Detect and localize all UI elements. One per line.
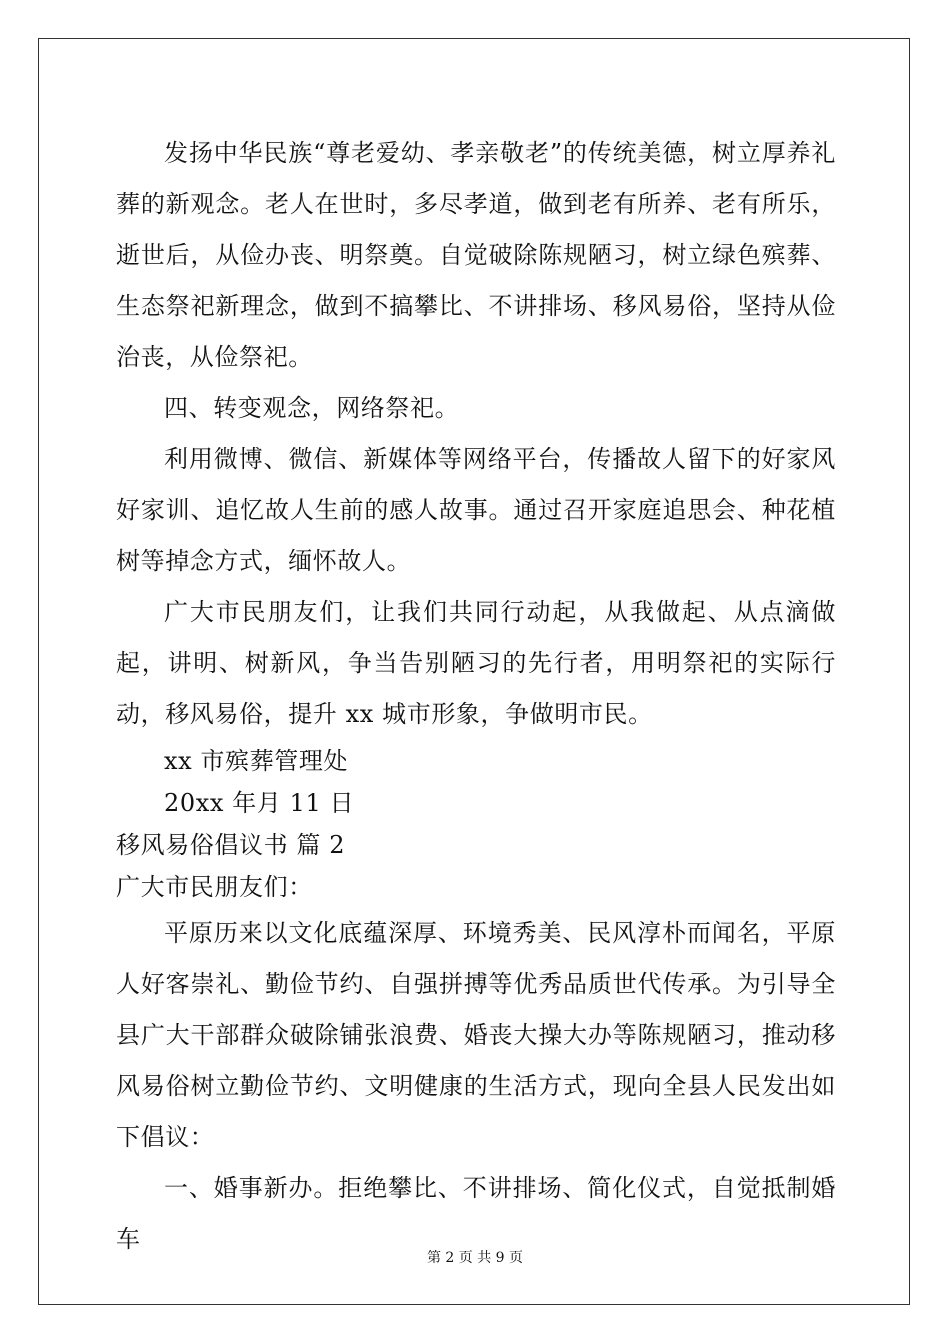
page-number: 第 2 页 共 9 页 — [426, 1250, 524, 1266]
paragraph-pingyuan-intro: 平原历来以文化底蕴深厚、环境秀美、民风淳朴而闻名，平原人好客崇礼、勤俭节约、自强拼搏等优秀品质世代传承。为引导全县广大干部群众破除铺张浪费、婚丧大操大办等陈规陋习，推动移风易俗树立勤俭节约、文明健康的生活方式，现向全县人民发出如下倡议： — [116, 919, 836, 1151]
page-footer — [0, 1247, 950, 1267]
paragraph-online-platforms: 利用微博、微信、新媒体等网络平台，传播故人留下的好家风好家训、追忆故人生前的感人故事。通过召开家庭追思会、种花植树等掉念方式，缅怀故人。 — [116, 445, 836, 575]
paragraph-call-to-action: 广大市民朋友们，让我们共同行动起，从我做起、从点滴做起，讲明、树新风，争当告别陋习的先行者，用明祭祀的实际行动，移风易俗，提升 xx 城市形象，争做明市民。 — [116, 598, 836, 728]
signature-organization: xx 市殡葬管理处 — [164, 747, 349, 775]
section-heading-online-memorial: 四、转变观念，网络祭祀。 — [164, 394, 460, 422]
section-title: 移风易俗倡议书 篇 2 — [116, 831, 346, 859]
paragraph-wedding-reform: 一、婚事新办。拒绝攀比、不讲排场、简化仪式，自觉抵制婚车 — [116, 1174, 836, 1253]
paragraph-traditional-virtues: 发扬中华民族“尊老爱幼、孝亲敬老”的传统美德，树立厚养礼葬的新观念。老人在世时，多尽孝道，做到老有所养、老有所乐，逝世后，从俭办丧、明祭奠。自觉破除陈规陋习，树立绿色殡葬、生态祭祀新理念，做到不搞攀比、不讲排场、移风易俗，坚持从俭治丧，从俭祭祀。 — [116, 139, 836, 371]
signature-date: 20xx 年月 11 日 — [164, 789, 355, 817]
document-body — [116, 128, 836, 1265]
salutation: 广大市民朋友们： — [116, 873, 313, 901]
